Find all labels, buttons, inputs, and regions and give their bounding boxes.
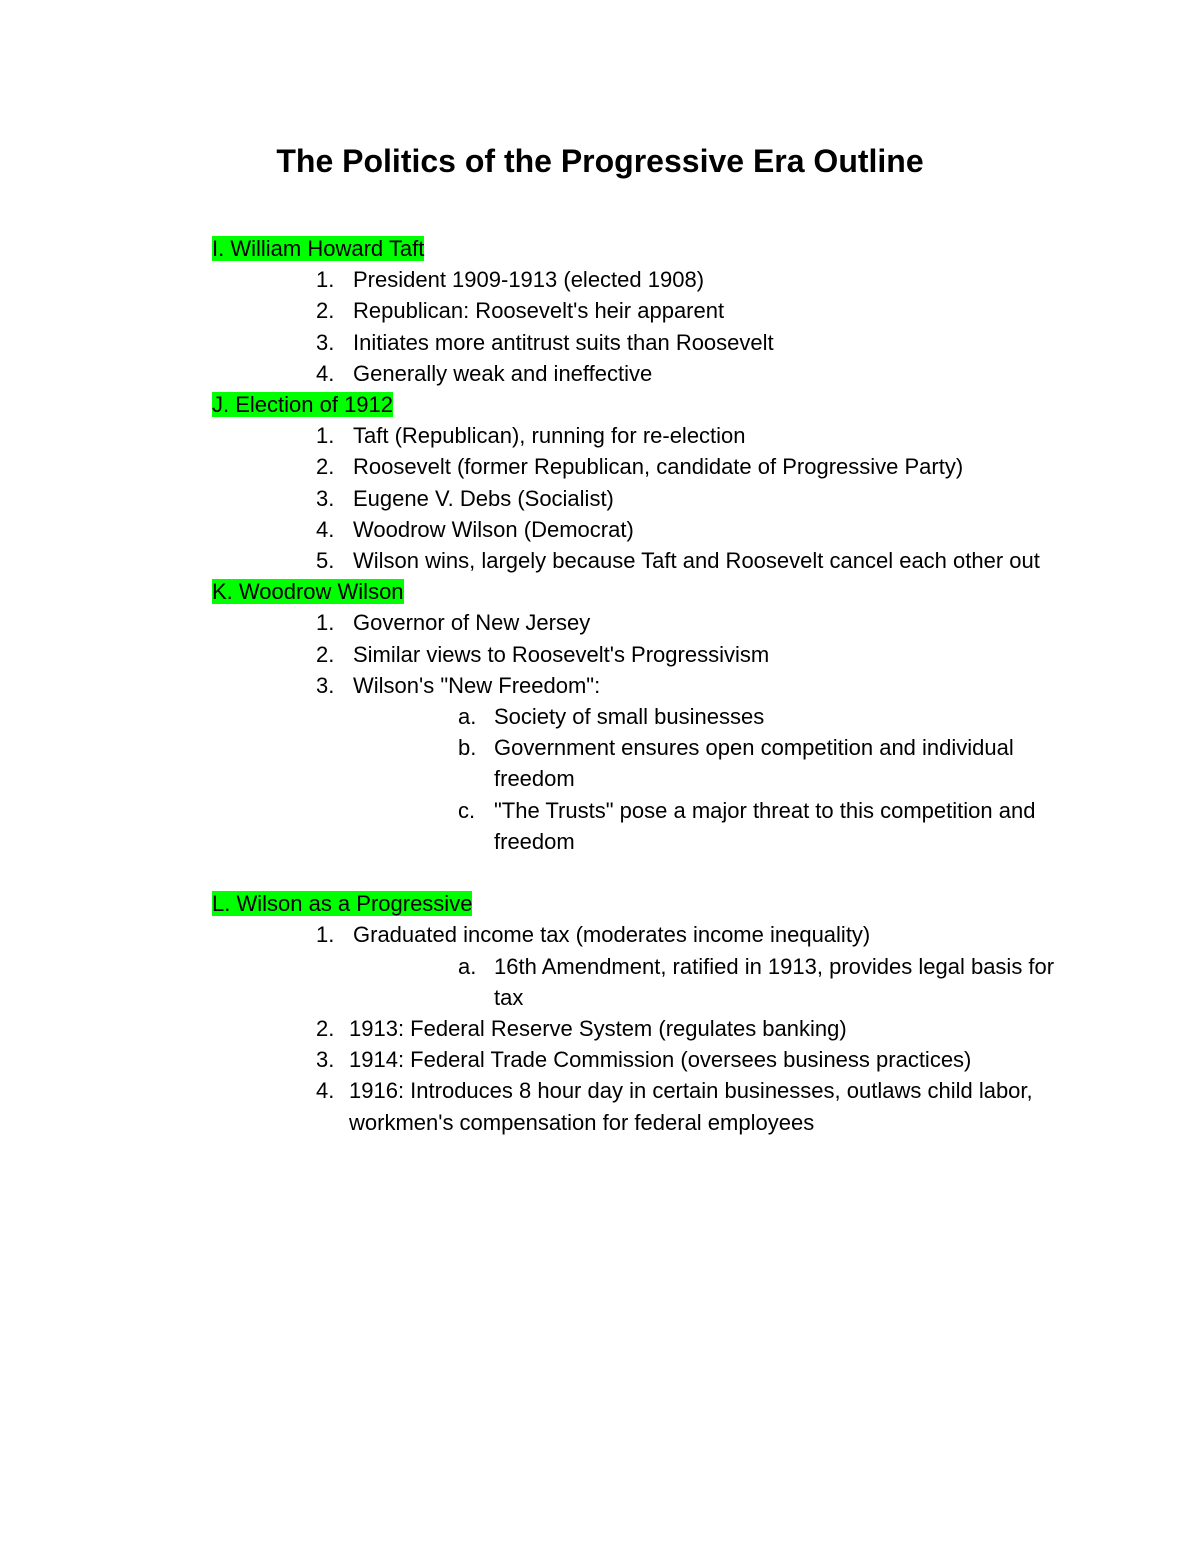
item-text: 1916: Introduces 8 hour day in certain businesses, outlaws child labor, workmen's compensation for federal employees [349,1078,1033,1135]
item-number: 4. [316,1078,335,1104]
item-number: 5. [316,548,335,574]
sub-list-item [212,732,1072,794]
list-item [212,420,1072,451]
section-election-1912 [212,389,1072,576]
item-number: 2. [316,1016,335,1042]
item-text: Wilson's "New Freedom": [353,672,601,698]
item-number: 1. [316,922,335,948]
list-item [212,327,1072,358]
section-heading: I. William Howard Taft [212,236,425,261]
item-number: 3. [316,485,335,511]
list-item [212,358,1072,389]
outline [212,233,1072,1138]
page-title: The Politics of the Progressive Era Outline [276,143,924,179]
list-item [212,1044,1072,1075]
item-text: 1914: Federal Trade Commission (oversees business practices) [349,1047,972,1073]
sub-list-item [212,951,1072,1013]
item-text: Governor of New Jersey [353,610,591,636]
item-text: Eugene V. Debs (Socialist) [353,485,614,511]
list-item [212,1075,1072,1137]
item-text: President 1909-1913 (elected 1908) [353,267,705,293]
list-item [212,483,1072,514]
list-item [212,545,1072,576]
item-text: 1913: Federal Reserve System (regulates banking) [349,1016,847,1042]
list-item [212,639,1072,670]
list-item [212,919,1072,950]
section-heading: J. Election of 1912 [212,392,394,418]
list-item [212,607,1072,638]
item-letter: b. [458,735,477,761]
item-text: 16th Amendment, ratified in 1913, provides legal basis for tax [494,953,1055,1010]
item-text: Wilson wins, largely because Taft and Roosevelt cancel each other out [353,548,1040,574]
section-taft [212,233,1072,389]
sub-list-item [212,795,1072,857]
section-woodrow-wilson [212,576,1072,857]
item-number: 1. [316,267,335,293]
sub-list-item [212,701,1072,732]
item-letter: a. [458,704,477,730]
item-number: 1. [316,423,335,449]
list-item [212,1013,1072,1044]
item-text: Graduated income tax (moderates income inequality) [353,922,871,948]
item-text: Woodrow Wilson (Democrat) [353,516,634,542]
item-number: 4. [316,360,335,386]
item-number: 3. [316,1047,335,1073]
section-heading: K. Woodrow Wilson [212,579,404,605]
item-text: Generally weak and ineffective [353,360,653,386]
section-heading: L. Wilson as a Progressive [212,891,473,917]
item-number: 3. [316,329,335,355]
section-wilson-progressive [212,888,1072,1138]
item-text: Roosevelt (former Republican, candidate of Progressive Party) [353,454,964,480]
blank-line [212,857,1072,888]
item-number: 1. [316,610,335,636]
list-item [212,264,1072,295]
item-letter: a. [458,953,477,979]
list-item [212,451,1072,482]
item-text: Initiates more antitrust suits than Roosevelt [353,329,774,355]
item-text: Taft (Republican), running for re-election [353,423,746,449]
item-number: 2. [316,641,335,667]
item-text: Republican: Roosevelt's heir apparent [353,298,725,324]
item-number: 2. [316,298,335,324]
list-item [212,670,1072,701]
item-number: 3. [316,672,335,698]
item-text: Government ensures open competition and individual freedom [494,735,1014,792]
item-letter: c. [458,797,476,823]
item-text: "The Trusts" pose a major threat to this competition and freedom [494,797,1036,854]
item-number: 4. [316,516,335,542]
list-item [212,295,1072,326]
item-text: Society of small businesses [494,704,765,730]
item-number: 2. [316,454,335,480]
item-text: Similar views to Roosevelt's Progressivism [353,641,770,667]
list-item [212,514,1072,545]
